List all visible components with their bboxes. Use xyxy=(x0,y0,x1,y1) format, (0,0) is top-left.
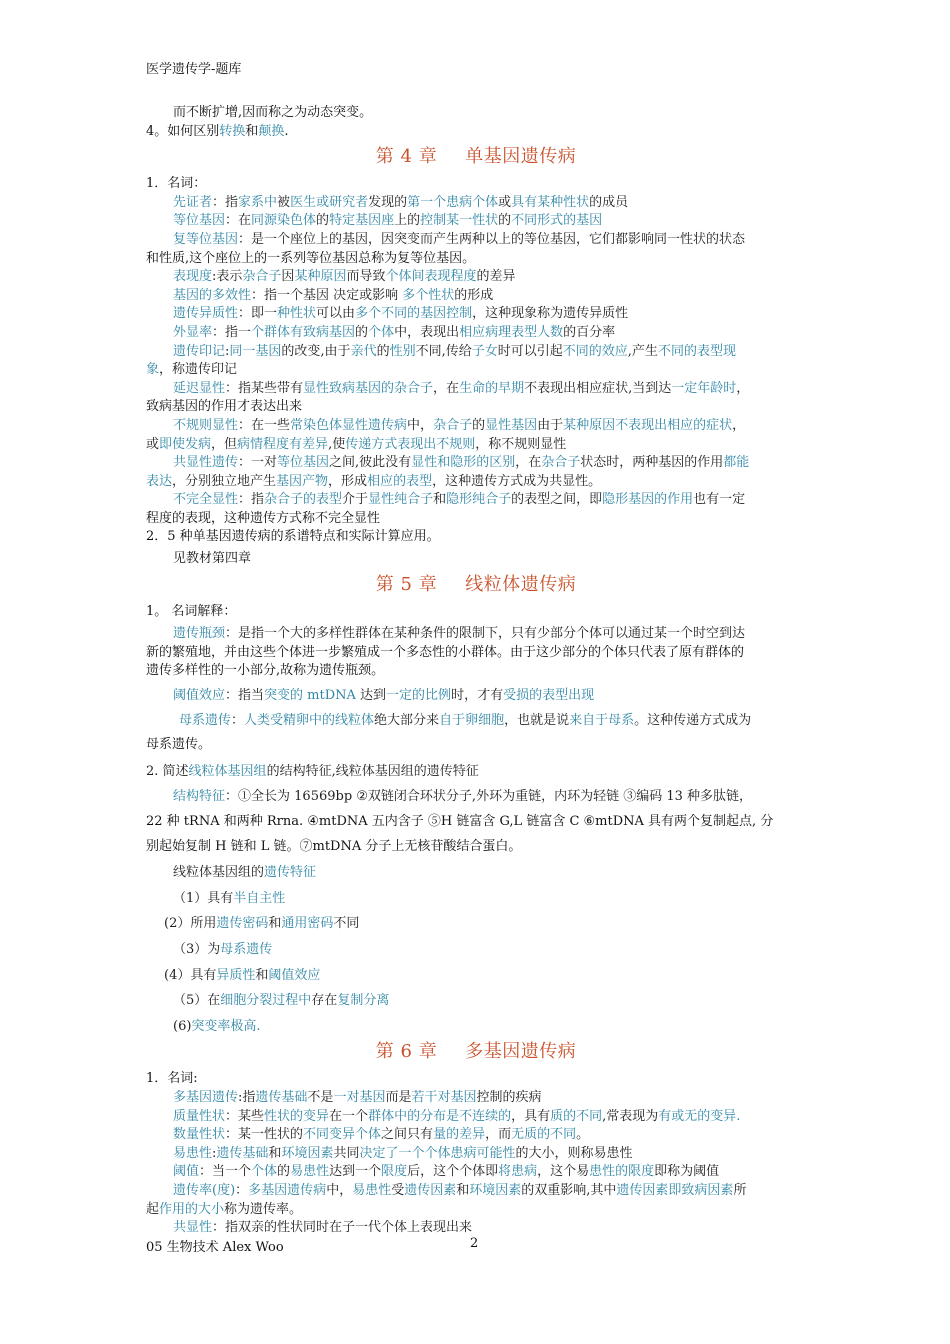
text-run: 也有一定 xyxy=(693,492,746,508)
text-run: ：指双亲的性状同时在子一代个体上表现出来 xyxy=(212,1220,473,1236)
text-run: 介于 xyxy=(342,492,369,508)
term-highlight: 突变的 mtDNA xyxy=(264,688,356,704)
question-4: 4。如何区别转换和颠换. xyxy=(146,123,289,139)
footer-author: 05 生物技术 Alex Woo xyxy=(146,1240,284,1255)
text-run: 2. 简述 xyxy=(146,763,189,779)
text-run: 因 xyxy=(281,269,295,285)
text-run: 的百分率 xyxy=(563,324,616,340)
text-run: 和 xyxy=(456,1182,470,1198)
text-run: : xyxy=(212,1145,217,1161)
text-run: 的成员 xyxy=(589,194,629,210)
term-highlight: 显性纯合子 xyxy=(368,492,434,508)
text-run: ：是指一个大的多样性群体在某种条件的限制下，只有少部分个体可以通过某一个时空到达 xyxy=(225,626,746,642)
term-highlight: 阈值效应 xyxy=(268,967,321,983)
text-run: ,使 xyxy=(328,436,346,452)
term-highlight: 母系遗传 xyxy=(220,941,273,957)
term-highlight: 遗传瓶颈 xyxy=(173,626,226,642)
term-highlight: 无质的不同 xyxy=(511,1127,577,1143)
text-run: （5）在 xyxy=(173,993,221,1009)
term-highlight: 数量性状 xyxy=(173,1127,226,1143)
text-run: 共同 xyxy=(333,1145,360,1161)
text-run: 即称为阈值 xyxy=(654,1164,720,1180)
def-codominance-cont xyxy=(146,473,806,492)
def-codominance xyxy=(146,454,806,473)
term-highlight: 不规则显性 xyxy=(173,417,239,433)
text-run: 所 xyxy=(733,1182,747,1198)
ch4-q1: 1．名词： xyxy=(146,176,207,192)
intro-line: 而不断扩增,因而称之为动态突变。 xyxy=(173,105,373,120)
term-highlight: 显性致病基因的杂合子 xyxy=(303,380,434,396)
term-highlight: 线粒体基因组 xyxy=(188,763,267,779)
text-run: :指 xyxy=(238,1089,256,1105)
text-run: 的形成 xyxy=(454,287,494,303)
term-highlight: 决定了一个个体患病可能性 xyxy=(359,1145,516,1161)
def-imprinting-cont xyxy=(146,361,806,380)
text-run: 。这种传递方式成为 xyxy=(634,712,752,728)
def-proband xyxy=(146,194,806,213)
def-irregular-dominance xyxy=(146,417,806,436)
text-run: ，而 xyxy=(485,1127,512,1143)
term-highlight: 阈值效应 xyxy=(173,688,226,704)
chapter-6-title: 第 6 章 多基因遗传病 xyxy=(375,1041,577,1063)
term-highlight: 先证者 xyxy=(173,194,213,210)
term-highlight: 患性的限度 xyxy=(589,1164,655,1180)
term-highlight: 多基因遗传病 xyxy=(248,1182,327,1198)
term-highlight: 共显性遗传 xyxy=(173,455,239,471)
text-run: ，这种遗传方式成为共显性。 xyxy=(432,473,602,489)
term-highlight: 性别 xyxy=(389,343,416,359)
term-highlight: 等位基因 xyxy=(173,213,226,229)
term-highlight: 多基因遗传 xyxy=(173,1089,239,1105)
def-incomplete-dominance xyxy=(146,491,806,510)
term-highlight: 若干对基因 xyxy=(411,1089,477,1105)
term-highlight: 显性和隐形的区别 xyxy=(411,455,516,471)
term-highlight: 易患性 xyxy=(352,1182,392,1198)
running-header: 医学遗传学-题库 xyxy=(146,62,242,77)
term-highlight: 子女 xyxy=(471,343,498,359)
term-highlight: 亲代 xyxy=(350,343,377,359)
text-run: 和 xyxy=(255,967,269,983)
text-run: 的 xyxy=(472,417,486,433)
text-run: ， xyxy=(736,380,750,396)
text-run: 起 xyxy=(146,1201,160,1217)
term-highlight: 将患病 xyxy=(498,1164,538,1180)
term-highlight: 遗传密码 xyxy=(216,916,269,932)
term-highlight: 有或无的变异. xyxy=(658,1108,741,1124)
text-run: 的结构特征,线粒体基因组的遗传特征 xyxy=(266,763,479,779)
text-run: ，形成 xyxy=(328,473,368,489)
term-highlight: 遗传基础 xyxy=(216,1145,269,1161)
genetic-features-heading xyxy=(146,864,806,883)
text-run: ：①全长为 16569bp ②双链闭合环状分子,外环为重链，内环为轻链 ③编码 13 种多肽链， xyxy=(225,789,753,805)
text-run: ，在 xyxy=(515,455,542,471)
text-run: 的改变,由于 xyxy=(281,343,351,359)
genetic-feature-3 xyxy=(146,941,806,960)
text-run: 后，这个个体即 xyxy=(407,1164,499,1180)
text-run: ,常表现为 xyxy=(602,1108,659,1124)
def-liability xyxy=(146,1145,806,1164)
term-highlight: 同源染色体 xyxy=(251,213,317,229)
term-highlight: 传递方式表现出不规则 xyxy=(345,436,476,452)
text-run: 被 xyxy=(277,194,291,210)
term-highlight: 显性基因 xyxy=(485,417,538,433)
def-delayed-dominance xyxy=(146,380,806,399)
text-run: 的 xyxy=(498,213,512,229)
text-run: 不同 xyxy=(333,916,360,932)
text-run: 不同,传给 xyxy=(415,343,472,359)
text-run: ，称不规则显性 xyxy=(475,436,567,452)
def-expressivity xyxy=(146,268,806,287)
chapter-5-title: 第 5 章 线粒体遗传病 xyxy=(375,573,577,595)
text-run: ,产生 xyxy=(627,343,658,359)
text-run: （3）为 xyxy=(173,941,221,957)
term-highlight: 相应的表型 xyxy=(367,473,433,489)
term-highlight: 复制分离 xyxy=(337,993,390,1009)
text-run: 不表现出相应症状,当到达 xyxy=(524,380,672,396)
text-run: ，也就是说 xyxy=(504,712,570,728)
term-highlight: 生命的早期 xyxy=(459,380,525,396)
text-run: （1）具有 xyxy=(173,890,234,906)
text-run: ：在一些 xyxy=(238,417,291,433)
text-run: ，在 xyxy=(433,380,460,396)
term-highlight: 某种原因不表现出相应的症状 xyxy=(563,417,733,433)
def-incomplete-dominance-cont: 程度的表现，这种遗传方式称不完全显性 xyxy=(146,510,381,526)
term-highlight: 一定年龄时 xyxy=(671,380,737,396)
text-run: 和 xyxy=(268,1145,282,1161)
def-qualitative-trait xyxy=(146,1108,806,1127)
text-run: 之间,彼此没有 xyxy=(329,455,412,471)
term-highlight: 复等位基因 xyxy=(173,231,239,247)
text-run: :表示 xyxy=(212,269,243,285)
term-highlight: 个体 xyxy=(251,1164,278,1180)
text-run: 的 xyxy=(376,343,390,359)
term-highlight: 一定的比例 xyxy=(386,688,452,704)
def-multiple-alleles xyxy=(146,231,806,250)
term-highlight: 家系中 xyxy=(238,194,278,210)
term-highlight: 受损的表型出现 xyxy=(503,688,595,704)
text-run: 时可以引起 xyxy=(497,343,563,359)
text-run: ： xyxy=(231,712,245,728)
text-run: 的大小，则称易患性 xyxy=(515,1145,633,1161)
term-highlight: 多个性状 xyxy=(402,287,455,303)
text-run: (6) xyxy=(173,1018,192,1034)
term-highlight: 遗传基础 xyxy=(255,1089,308,1105)
term-highlight: 都能 xyxy=(723,455,750,471)
term-highlight: 医生或研究者 xyxy=(290,194,369,210)
term-highlight: 种性状 xyxy=(277,306,317,322)
term-highlight: 易患性 xyxy=(290,1164,330,1180)
def-maternal-inheritance-cont: 母系遗传。 xyxy=(146,737,212,753)
def-threshold xyxy=(146,1163,806,1182)
genetic-feature-4 xyxy=(146,967,806,986)
term-highlight: 阈值 xyxy=(173,1164,200,1180)
text-run: 的差异 xyxy=(476,269,516,285)
term-highlight: 个体 xyxy=(368,324,395,340)
term-highlight: 某种原因 xyxy=(294,269,347,285)
def-codominance-2 xyxy=(146,1219,806,1238)
text-run: 线粒体基因组的 xyxy=(173,865,265,881)
text-run: 的 xyxy=(316,213,330,229)
term-highlight: 隐形基因的作用 xyxy=(602,492,694,508)
text-run: ：即一 xyxy=(238,306,278,322)
term-highlight: 异质性 xyxy=(216,967,256,983)
text-run: 。 xyxy=(576,1127,590,1143)
text-run: ：是一个座位上的基因，因突变而产生两种以上的等位基因，它们都影响同一性状的状态 xyxy=(238,231,746,247)
def-irregular-dominance-cont xyxy=(146,436,806,455)
term-highlight: 不同变异个体 xyxy=(303,1127,382,1143)
def-bottleneck xyxy=(146,625,806,644)
def-allele xyxy=(146,212,806,231)
text-run: 或 xyxy=(498,194,512,210)
def-polygenic xyxy=(146,1089,806,1108)
term-highlight: 外显率 xyxy=(173,324,213,340)
text-run: 中， xyxy=(407,417,434,433)
def-penetrance xyxy=(146,324,806,343)
term-highlight: 同一基因 xyxy=(229,343,282,359)
text-run: ：某些 xyxy=(225,1108,265,1124)
term-highlight: 结构特征 xyxy=(173,789,226,805)
text-run: ：当一个 xyxy=(199,1164,252,1180)
text-run: 控制的疾病 xyxy=(476,1089,542,1105)
text-run: 达到 xyxy=(355,688,387,704)
text-run: ，具有 xyxy=(511,1108,551,1124)
def-maternal-inheritance xyxy=(146,712,806,731)
genetic-feature-6 xyxy=(146,1018,806,1037)
term-highlight: 表现度 xyxy=(173,269,213,285)
text-run: 可以由 xyxy=(316,306,356,322)
text-run: 而是 xyxy=(385,1089,412,1105)
text-run: ，分别独立地产生 xyxy=(172,473,277,489)
term-highlight: 象 xyxy=(146,362,160,378)
text-run: 而导致 xyxy=(346,269,386,285)
text-run: 状态时，两种基因的作用 xyxy=(580,455,724,471)
text-run: 存在 xyxy=(311,993,338,1009)
text-run: 的 xyxy=(355,324,369,340)
def-multiple-alleles-cont: 和性质,这个座位上的一系列等位基因总称为复等位基因。 xyxy=(146,250,476,266)
text-run: (4）具有 xyxy=(164,967,217,983)
text-run: ：指某些带有 xyxy=(225,380,304,396)
text-run: 不是 xyxy=(307,1089,334,1105)
term-highlight: 突变率极高. xyxy=(191,1018,261,1034)
text-run: 绝大部分来 xyxy=(374,712,440,728)
genetic-feature-2 xyxy=(146,915,806,934)
term-highlight: 自于卵细胞 xyxy=(439,712,505,728)
text-run: ， xyxy=(732,417,746,433)
text-run: ，这个易 xyxy=(537,1164,590,1180)
ch6-q1: 1．名词: xyxy=(146,1071,198,1087)
text-run: 的表型之间，即 xyxy=(511,492,603,508)
term-highlight: 质的不同 xyxy=(550,1108,603,1124)
text-run: ，但 xyxy=(211,436,238,452)
term-highlight: 隐形纯合子 xyxy=(446,492,512,508)
term-highlight: 遗传因素即致病因素 xyxy=(616,1182,734,1198)
text-run: 上的 xyxy=(394,213,421,229)
term-highlight: 即使发病 xyxy=(159,436,212,452)
text-run: ：指一 xyxy=(212,324,252,340)
term-highlight: 具有某种性状 xyxy=(511,194,590,210)
term-highlight: 人类受精卵中的线粒体 xyxy=(244,712,375,728)
ch5-q2 xyxy=(146,763,806,782)
def-quantitative-trait xyxy=(146,1126,806,1145)
text-run: 或 xyxy=(146,436,160,452)
term-highlight: 来自于母系 xyxy=(569,712,635,728)
term-highlight: 易患性 xyxy=(173,1145,213,1161)
def-bottleneck-cont2: 遗传多样性的一小部分,故称为遗传瓶颈。 xyxy=(146,663,385,679)
text-run: 由于 xyxy=(537,417,564,433)
term-highlight: 不同的表型现 xyxy=(657,343,736,359)
text-run: 在一个 xyxy=(329,1108,369,1124)
term-highlight: 杂合子的表型 xyxy=(264,492,343,508)
def-heritability-cont xyxy=(146,1201,806,1220)
term-highlight: 遗传率(度) xyxy=(173,1182,236,1198)
ch4-q2: 2．5 种单基因遗传病的系谱特点和实际计算应用。 xyxy=(146,529,440,545)
term-highlight: 环境因素 xyxy=(281,1145,334,1161)
def-delayed-dominance-cont: 致病基因的作用才表达出来 xyxy=(146,399,303,415)
term-highlight: 限度 xyxy=(381,1164,408,1180)
term-highlight: 共显性 xyxy=(173,1220,213,1236)
term-highlight: 遗传因素 xyxy=(404,1182,457,1198)
chapter-4-title: 第 4 章 单基因遗传病 xyxy=(375,146,577,168)
def-threshold-effect xyxy=(146,687,806,706)
text-run: ：某一性状的 xyxy=(225,1127,304,1143)
term-highlight: 杂合子 xyxy=(541,455,581,471)
structure-features-cont2: 别起始复制 H 链和 L 链。⑦mtDNA 分子上无核苷酸结合蛋白。 xyxy=(146,838,522,854)
term-highlight: 半自主性 xyxy=(233,890,286,906)
ch5-q1: 1。 名词解释： xyxy=(146,603,237,619)
text-run: ，这种现象称为遗传异质性 xyxy=(472,306,629,322)
def-pleiotropy xyxy=(146,287,806,306)
term-highlight: 控制某一性状 xyxy=(420,213,499,229)
text-run: 之间只有 xyxy=(381,1127,434,1143)
text-run: 称为遗传率。 xyxy=(224,1201,303,1217)
term-highlight: 质量性状 xyxy=(173,1108,226,1124)
text-run: ：在 xyxy=(225,213,252,229)
page-number: 2 xyxy=(470,1236,479,1251)
text-run: (2）所用 xyxy=(164,916,217,932)
genetic-feature-5 xyxy=(146,992,806,1011)
page-content xyxy=(146,104,806,1238)
def-heterogeneity xyxy=(146,305,806,324)
term-highlight: 基因的多效性 xyxy=(173,287,252,303)
term-highlight: 一对基因 xyxy=(333,1089,386,1105)
term-highlight: 个群体有致病基因 xyxy=(251,324,356,340)
term-highlight: 作用的大小 xyxy=(159,1201,225,1217)
term-highlight: 表达 xyxy=(146,473,173,489)
term-highlight: 群体中的分布是不连续的 xyxy=(368,1108,512,1124)
term-highlight: 相应病理表型人数 xyxy=(459,324,564,340)
structure-features-cont1: 22 种 tRNA 和两种 Rrna. ④mtDNA 五内含子 ⑤H 链富含 G,L 链富含 C ⑥mtDNA 具有两个复制起点, 分 xyxy=(146,814,774,829)
text-run: 中， xyxy=(326,1182,353,1198)
def-heritability xyxy=(146,1182,806,1201)
term-highlight: 遗传特征 xyxy=(264,865,317,881)
term-highlight: 不同形式的基因 xyxy=(511,213,603,229)
term-highlight: 个体间表现程度 xyxy=(385,269,477,285)
term-highlight: 杂合子 xyxy=(242,269,282,285)
text-run: ：指 xyxy=(238,492,265,508)
text-run: ：一对 xyxy=(238,455,278,471)
term-highlight: 母系遗传 xyxy=(179,712,232,728)
ch4-q2-answer: 见教材第四章 xyxy=(173,551,252,567)
text-run: 发现的 xyxy=(368,194,408,210)
text-run: 的 xyxy=(277,1164,291,1180)
term-highlight: 不同的效应 xyxy=(562,343,628,359)
text-run: 达到一个 xyxy=(329,1164,382,1180)
term-highlight: 等位基因 xyxy=(277,455,330,471)
term-highlight: 遗传印记 xyxy=(173,343,226,359)
text-run: ，称遗传印记 xyxy=(159,362,238,378)
text-run: ： xyxy=(235,1182,249,1198)
term-highlight: 不完全显性 xyxy=(173,492,239,508)
text-run: ：指一个基因 决定或影响 xyxy=(251,287,403,303)
text-run: 的双重影响,其中 xyxy=(521,1182,617,1198)
term-highlight: 第一个患病个体 xyxy=(407,194,499,210)
genetic-feature-1 xyxy=(146,890,806,909)
term-highlight: 性状的变异 xyxy=(264,1108,330,1124)
term-highlight: 常染色体显性遗传病 xyxy=(290,417,408,433)
text-run: ：指 xyxy=(212,194,239,210)
term-highlight: 基因产物 xyxy=(276,473,329,489)
term-highlight: 延迟显性 xyxy=(173,380,226,396)
text-run: 和 xyxy=(268,916,282,932)
term-highlight: 通用密码 xyxy=(281,916,334,932)
term-highlight: 遗传异质性 xyxy=(173,306,239,322)
term-highlight: 多个不同的基因控制 xyxy=(355,306,473,322)
term-highlight: 细胞分裂过程中 xyxy=(220,993,312,1009)
term-highlight: 杂合子 xyxy=(433,417,473,433)
def-imprinting xyxy=(146,343,806,362)
text-run: ：指当 xyxy=(225,688,265,704)
text-run: 和 xyxy=(433,492,447,508)
text-run: 中，表现出 xyxy=(394,324,460,340)
term-highlight: 环境因素 xyxy=(469,1182,522,1198)
text-run: 时，才有 xyxy=(451,688,504,704)
term-highlight: 特定基因座 xyxy=(329,213,395,229)
text-run: : xyxy=(225,343,230,359)
text-run: 受 xyxy=(391,1182,405,1198)
term-highlight: 病情程度有差异 xyxy=(237,436,329,452)
structure-features xyxy=(146,788,806,807)
term-highlight: 量的差异 xyxy=(433,1127,486,1143)
def-bottleneck-cont1: 新的繁殖地，并由这些个体进一步繁殖成一个多态性的小群体。由于这少部分的个体只代表了原有群体的 xyxy=(146,644,745,660)
